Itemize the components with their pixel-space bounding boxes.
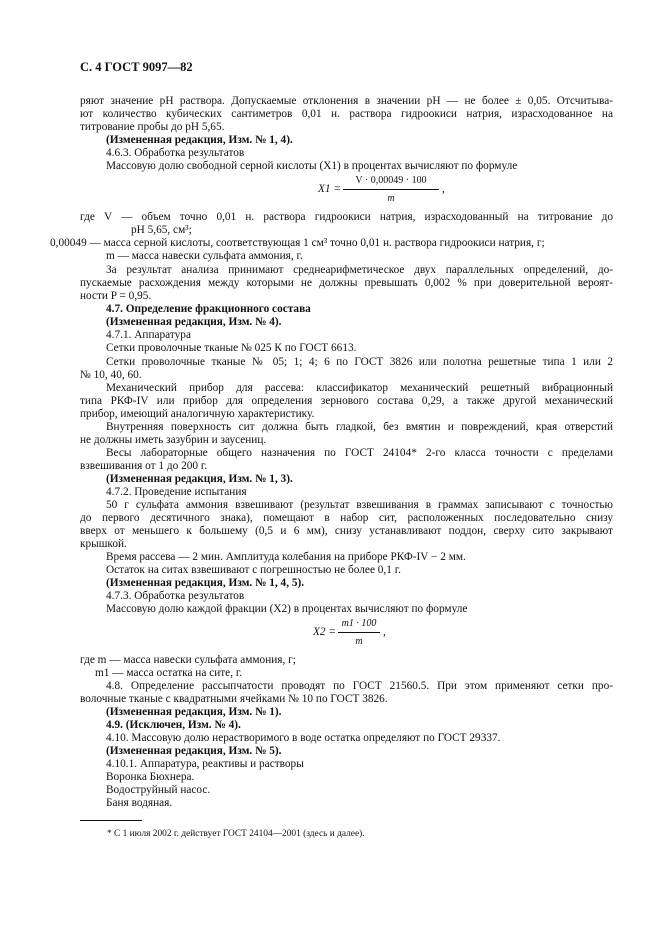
text-line: ности P = 0,95. [80, 290, 152, 302]
section-heading: 4.9. (Исключен, Изм. № 4). [106, 719, 241, 731]
text-line: Сетки проволочные тканые № 05; 1; 4; 6 по ГОСТ 3826 или полотна решетные типа 1 или 2 [106, 356, 613, 368]
text-line: Внутренняя поверхность сит должна быть гладкой, без вмятин и повреждений, края отверстий [106, 421, 613, 433]
text-line: m — масса навески сульфата аммония, г. [106, 250, 303, 262]
section-heading: 4.6.3. Обработка результатов [106, 147, 245, 159]
text-line: m1 — масса остатка на сите, г. [95, 667, 243, 679]
text-line: титрование пробы до pH 5,65. [80, 121, 225, 133]
revision-note: (Измененная редакция, Изм. № 4). [106, 316, 282, 328]
text-line: 0,00049 — масса серной кислоты, соответствующая 1 см³ точно 0,01 н. раствора гидроокиси натрия, г; [50, 237, 545, 249]
text-line: № 10, 40, 60. [80, 369, 142, 381]
formula-2-lhs: X2 = [313, 626, 336, 638]
text-line: где V — объем точно 0,01 н. раствора гидроокиси натрия, израсходованный на титрование до [80, 211, 613, 223]
formula-1-denominator: m [387, 193, 395, 204]
formula-1-numerator: V · 0,00049 · 100 [355, 175, 427, 186]
revision-note: (Измененная редакция, Изм. № 5). [106, 745, 282, 757]
list-item: Водоструйный насос. [106, 784, 211, 796]
section-heading: 4.7.2. Проведение испытания [106, 486, 247, 498]
text-line: pH 5,65, см³; [131, 224, 192, 236]
footnote-divider [80, 820, 142, 821]
text-line: волочные тканые с квадратными ячейками № 10 по ГОСТ 3826. [80, 693, 388, 705]
text-line: Время рассева — 2 мин. Амплитуда колебания на приборе РКФ-IV − 2 мм. [106, 551, 466, 563]
text-line: не должны иметь зазубрин и заусениц. [80, 434, 267, 446]
page-header: С. 4 ГОСТ 9097—82 [80, 60, 193, 74]
section-heading: 4.7.1. Аппаратура [106, 329, 191, 341]
text-line: где m — масса навески сульфата аммония, г; [80, 654, 296, 666]
formula-2-denominator: m [355, 636, 363, 647]
revision-note: (Измененная редакция, Изм. № 1). [106, 706, 282, 718]
formula-2-fraction-bar [338, 632, 380, 633]
text-line: крышкой. [80, 538, 127, 550]
text-line: 4.8. Определение рассыпчатости проводят по ГОСТ 21560.5. При этом применяют сетки про- [106, 680, 613, 692]
text-line: 50 г сульфата аммония взвешивают (результат взвешивания в граммах записывают с точностью [106, 499, 613, 511]
formula-1-tail: , [442, 183, 445, 195]
section-heading: 4.10.1. Аппаратура, реактивы и растворы [106, 758, 304, 770]
list-item: Воронка Бюхнера. [106, 771, 195, 783]
text-line: Массовую долю каждой фракции (X2) в процентах вычисляют по формуле [106, 603, 468, 615]
formula-2-numerator: m1 · 100 [341, 618, 377, 629]
formula-2-tail: , [383, 626, 386, 638]
text-line: вверх от меньшего к большему (0,5 и 6 мм), снизу устанавливают поддон, сверху сито закрывают [80, 525, 613, 537]
text-line: типа РКФ-IV или прибор для определения зернового состава 0,29, а также другой механический [80, 395, 613, 407]
section-heading: 4.7. Определение фракционного состава [106, 303, 311, 315]
text-line: пускаемые расхождения между которыми не должны превышать 0,002 % при доверительной вероят- [80, 277, 613, 289]
text-line: 4.10. Массовую долю нерастворимого в воде остатка определяют по ГОСТ 29337. [106, 732, 501, 744]
text-line: Механический прибор для рассева: классификатор механический решетный вибрационный [106, 382, 613, 394]
text-line: За результат анализа принимают среднеарифметическое двух параллельных определений, до- [106, 264, 613, 276]
text-line: Сетки проволочные тканые № 025 К по ГОСТ 6613. [106, 342, 357, 354]
text-line: ют количество кубических сантиметров 0,01 н. раствора гидроокиси натрия, израсходованное на [80, 108, 613, 120]
text-line: ряют значение pH раствора. Допускаемые отклонения в значении pH — не более ± 0,05. Отсчитыва- [80, 95, 613, 107]
text-line: до первого десятичного знака), помещают в набор сит, расположенных последовательно снизу [80, 512, 613, 524]
revision-note: (Измененная редакция, Изм. № 1, 3). [106, 473, 293, 485]
text-line: взвешивания от 1 до 200 г. [80, 460, 208, 472]
text-line: прибор, имеющий аналогичную характеристику. [80, 408, 315, 420]
text-line: Остаток на ситах взвешивают с погрешностью не более 0,1 г. [106, 564, 401, 576]
formula-1-lhs: X1 = [318, 183, 341, 195]
formula-1-fraction-bar [343, 189, 439, 190]
text-line: Массовую долю свободной серной кислоты (X1) в процентах вычисляют по формуле [106, 160, 518, 172]
text-line: Весы лабораторные общего назначения по ГОСТ 24104* 2-го класса точности с пределами [106, 447, 613, 459]
footnote: * С 1 июля 2002 г. действует ГОСТ 24104—2001 (здесь и далее). [107, 829, 365, 839]
revision-note: (Измененная редакция, Изм. № 1, 4). [106, 134, 293, 146]
list-item: Баня водяная. [106, 797, 173, 809]
revision-note: (Измененная редакция, Изм. № 1, 4, 5). [106, 577, 305, 589]
section-heading: 4.7.3. Обработка результатов [106, 590, 245, 602]
